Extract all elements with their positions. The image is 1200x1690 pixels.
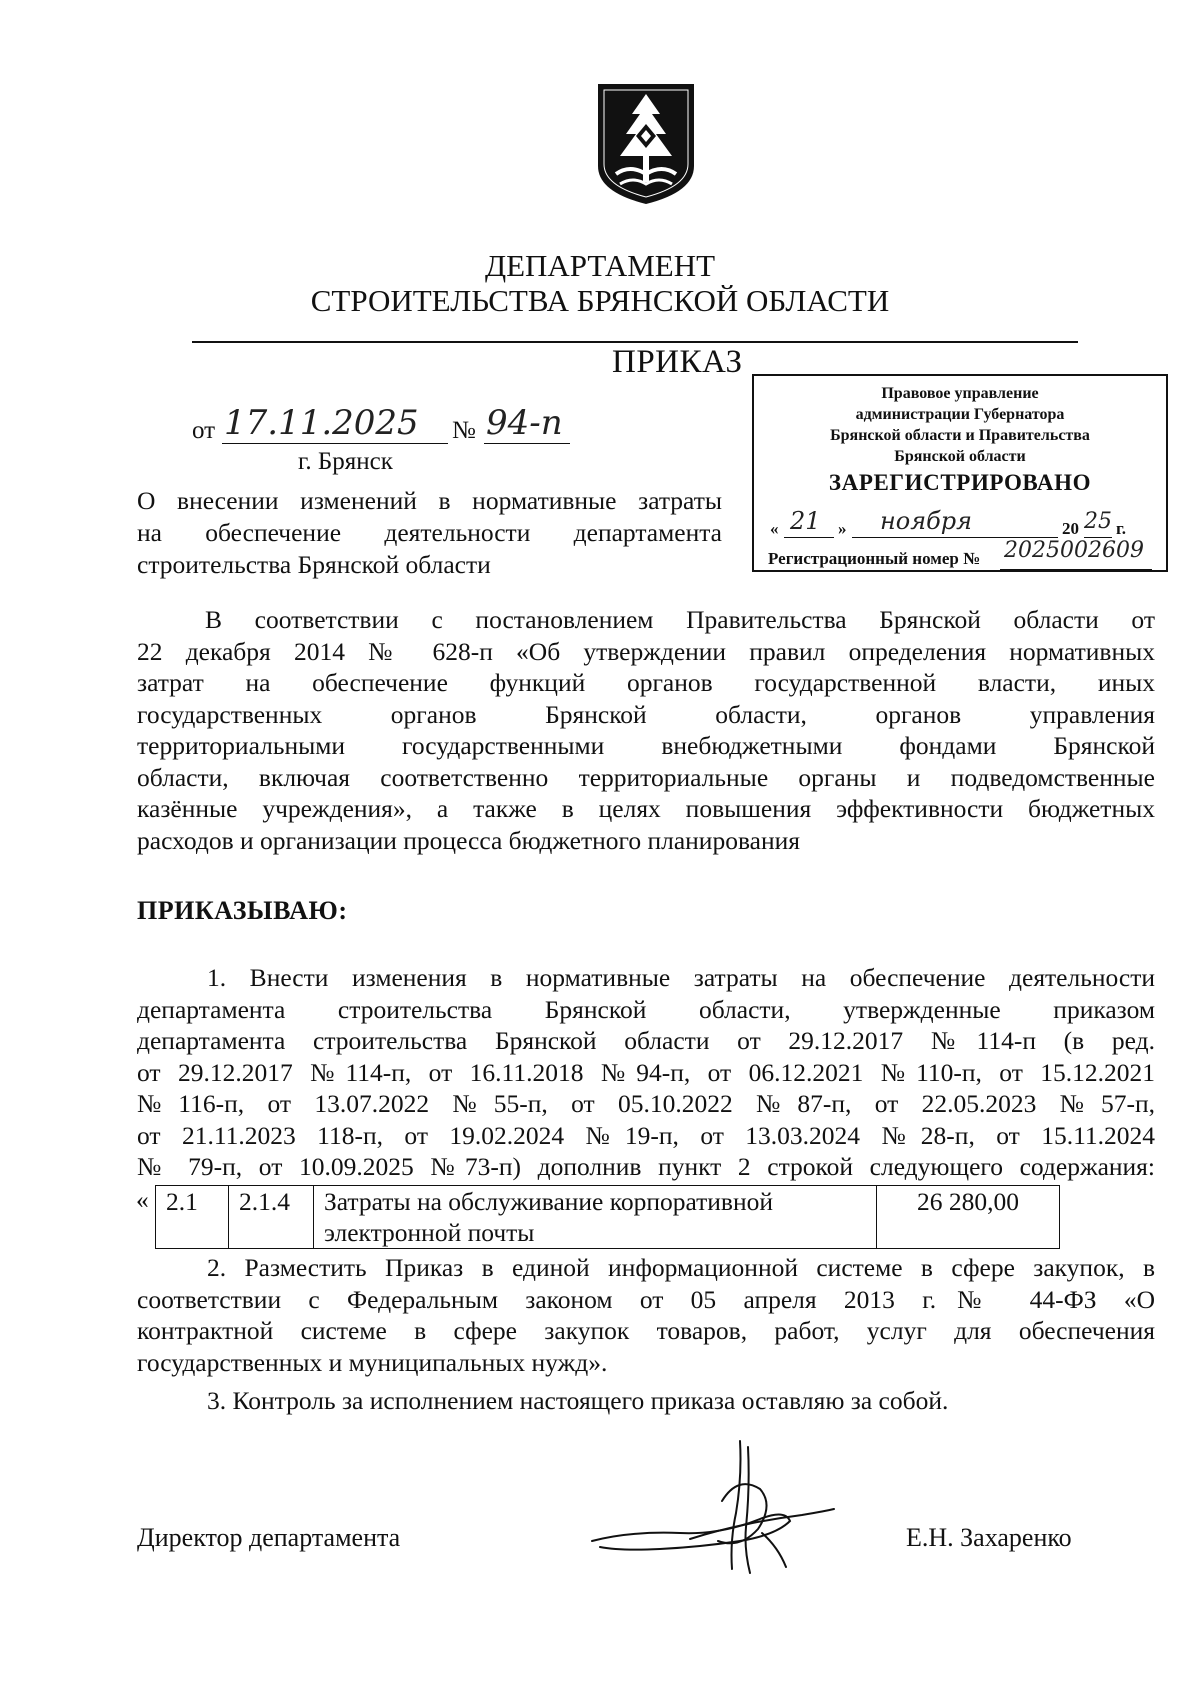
city: г. Брянск [298, 448, 393, 475]
table-row [156, 1186, 1060, 1249]
item-2-line: государственных и муниципальных нужд». [137, 1347, 608, 1377]
preamble-line: казённые учреждения», а также в целях повышения эффективности бюджетных [137, 794, 1155, 823]
stamp-line-2: администрации Губернатора [855, 406, 1065, 423]
table-cell-amount: 26 280,00 [877, 1186, 1060, 1249]
coat-of-arms-emblem [590, 78, 702, 206]
preamble-line: государственных органов Брянской области, органов управления [137, 699, 1155, 729]
preamble-line: территориальными государственными внебюджетными фондами Брянской [137, 731, 1155, 760]
preamble-line: 22 декабря 2014 № 628-п «Об утверждении правил определения нормативных [137, 636, 1155, 666]
table-cell-description [314, 1186, 877, 1249]
preamble-line: расходов и организации процесса бюджетного планирования [137, 825, 800, 855]
handwritten-signature [590, 1437, 850, 1582]
description-line: электронной почты [324, 1218, 535, 1247]
stamp-reg-label: Регистрационный номер № [768, 549, 981, 568]
item-2-line: соответствии с Федеральным законом от 05 апреля 2013 г.№ 44-ФЗ «О [137, 1284, 1155, 1314]
norm-cost-table [155, 1185, 1060, 1249]
signer-name: Е.Н. Захаренко [906, 1523, 1072, 1552]
table-open-quote: « [136, 1185, 149, 1214]
document-type-title: ПРИКАЗ [612, 344, 743, 380]
date-underline [222, 443, 448, 444]
stamp-line-3: Брянской области и Правительства [830, 427, 1090, 444]
subject-line: на обеспечение деятельности департамента [137, 518, 722, 547]
signer-position: Директор департамента [137, 1523, 401, 1552]
order-number-handwritten: 94-п [486, 403, 563, 443]
stamp-line-4: Брянской области [894, 448, 1026, 465]
stamp-year-suffix: г. [1116, 519, 1127, 538]
subject-line: строительства Брянской области [137, 550, 491, 579]
date-from-label: от [192, 417, 216, 444]
stamp-year-prefix: 20 [1062, 519, 1079, 538]
preamble-line: затрат на обеспечение функций органов государственной власти, иных [137, 668, 1155, 697]
order-subject [137, 485, 722, 581]
stamp-year-handwritten: 25 [1084, 509, 1112, 534]
item-1-line: от 29.12.2017 №114-п, от 16.11.2018 №94-п, от 06.12.2021 №110-п, от 15.12.2021 [137, 1057, 1155, 1087]
number-label: № [452, 417, 476, 444]
description-line: Затраты на обслуживание корпоративной [324, 1187, 774, 1216]
subject-line: О внесении изменений в нормативные затраты [137, 486, 722, 515]
preamble-line: области, включая соответственно территориальные органы и подведомственные [137, 762, 1155, 792]
stamp-registered: ЗАРЕГИСТРИРОВАНО [828, 470, 1092, 495]
order-directive-heading: ПРИКАЗЫВАЮ: [137, 896, 348, 925]
order-date-handwritten: 17.11.2025 [224, 403, 419, 443]
item-1-line: департамента строительства Брянской области, утвержденные приказом [137, 994, 1155, 1024]
stamp-line-1: Правовое управление [881, 385, 1039, 402]
stamp-day-handwritten: 21 [790, 507, 821, 535]
item-1-line: №116-п, от 13.07.2022 №55-п, от 05.10.2022 №87-п, от 22.05.2023 №57-п, [137, 1089, 1155, 1118]
item-3-paragraph: 3. Контроль за исполнением настоящего приказа оставляю за собой. [207, 1386, 949, 1415]
department-name-line2: СТРОИТЕЛЬСТВА БРЯНСКОЙ ОБЛАСТИ [310, 283, 890, 318]
item-2-line: 2. Разместить Приказ в единой информационной системе в сфере закупок, в [207, 1253, 1155, 1282]
item-1-line: 1. Внести изменения в нормативные затраты на обеспечение деятельности [207, 963, 1155, 992]
header-divider [192, 341, 1078, 343]
item-2-line: контрактной системе в сфере закупок товаров, работ, услуг для обеспечения [137, 1316, 1155, 1345]
table-cell-code: 2.1 [156, 1186, 229, 1249]
stamp-reg-number-handwritten: 2025002609 [1004, 538, 1144, 563]
department-name-line1: ДЕПАРТАМЕНТ [484, 248, 716, 283]
preamble-line: В соответствии с постановлением Правительства Брянской области от [205, 605, 1155, 634]
item-1-line: от 21.11.2023 118-п, от 19.02.2024 №19-п, от 13.03.2024 №28-п, от 15.11.2024 [137, 1120, 1155, 1150]
item-1-paragraph [137, 962, 1155, 1183]
stamp-date-row: « 21 » ноября 20 25 г. [770, 507, 1127, 538]
preamble-paragraph [137, 604, 1155, 856]
item-2-paragraph [137, 1252, 1155, 1378]
stamp-month-handwritten: ноября [880, 507, 973, 535]
item-1-line: департамента строительства Брянской области от 29.12.2017 №114-п (в ред. [137, 1026, 1155, 1055]
stamp-reg-underline [1000, 569, 1152, 570]
number-underline [484, 443, 570, 444]
table-cell-subcode: 2.1.4 [229, 1186, 314, 1249]
item-1-line: № 79-п, от 10.09.2025 №73-п) дополнив пункт 2 строкой следующего содержания: [137, 1152, 1155, 1181]
